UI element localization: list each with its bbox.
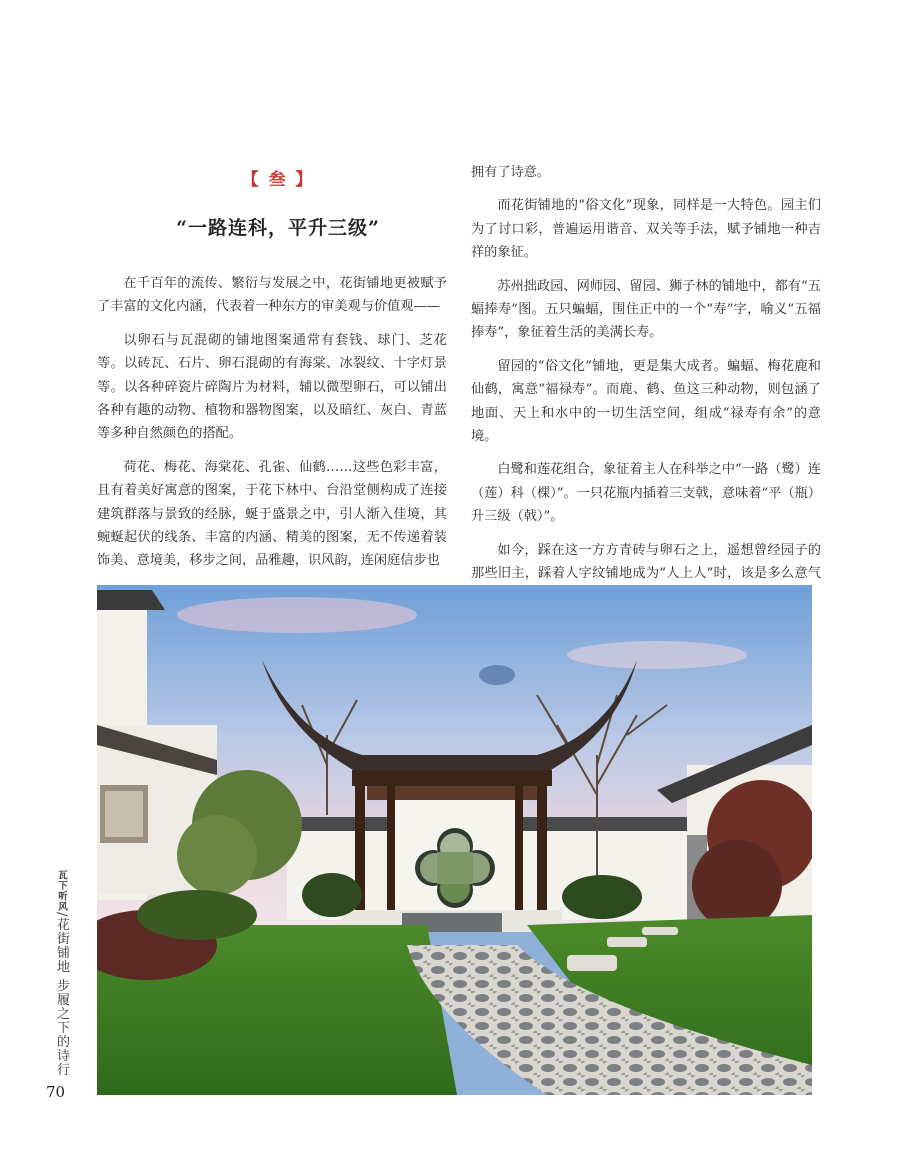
garden-photo [97,585,812,1095]
paragraph: 留园的“俗文化”铺地，更是集大成者。蝙蝠、梅花鹿和仙鹤，寓意“福禄寿”。而鹿、鹤、鱼这三种动物，则包涵了地面、天上和水中的一切生活空间，组成“禄寿有余”的意境。 [471,358,821,445]
paragraph: 而花街铺地的“俗文化”现象，同样是一大特色。园主们为了讨口彩，普遍运用谐音、双关等手法，赋予铺地一种吉祥的象征。 [471,198,821,261]
section-marker: 【 叁 】 [241,170,315,190]
paragraph: 如今，踩在这一方方青砖与卵石之上，遥想曾经园子的那些旧主，踩着人字纹铺地成为“人上人”时，该是多么意气 [471,542,821,582]
paragraph: 以卵石与瓦混砌的铺地图案通常有套钱、球门、芝花等。以砖瓦、石片、卵石混砌的有海棠、冰裂纹、十字灯景等。以各种碎瓷片碎陶片为材料，辅以微型卵石，可以铺出各种有趣的动物、植物和器物图案，以及暗红、灰白、青蓝等多种自然颜色的搭配。 [97,332,447,442]
right-text-column [471,161,821,619]
left-text-column [97,272,447,583]
section-sidebar-label [48,870,70,1077]
paragraph-continuation: 拥有了诗意。 [471,165,551,180]
column-name: 瓦下听风 [56,870,67,912]
topic-name: 花街铺地 步履之下的诗行 [54,917,69,1077]
page-number: 70 [46,1083,66,1101]
paragraph: 苏州拙政园、网师园、留园、狮子林的铺地中，都有“五蝠捧寿”图。五只蝙蝠，围住正中的一个“寿”字，喻义“五福捧寿”，象征着生活的美满长寿。 [471,278,821,341]
article-title: “一路连科，平升三级” [176,217,380,239]
paragraph: 在千百年的流传、繁衍与发展之中，花街铺地更被赋予了丰富的文化内涵，代表着一种东方的审美观与价值观—— [97,276,447,315]
paragraph: 荷花、梅花、海棠花、孔雀、仙鹤……这些色彩丰富，且有着美好寓意的图案，于花下林中、台沿堂侧构成了连接建筑群落与景致的经脉，蜒于盛景之中，引人渐入佳境，其蜿蜒起伏的线条、丰富的内涵、精美的图案，无不传递着装饰美、意境美，移步之间，品雅趣，识风韵，连闲庭信步也 [97,459,447,569]
sidebar-slash: / [54,912,69,918]
paragraph: 白鹭和莲花组合，象征着主人在科举之中“一路（鹭）连（莲）科（棵）”。一只花瓶内插着三支戟，意味着“平（瓶）升三级（戟）”。 [471,462,821,525]
